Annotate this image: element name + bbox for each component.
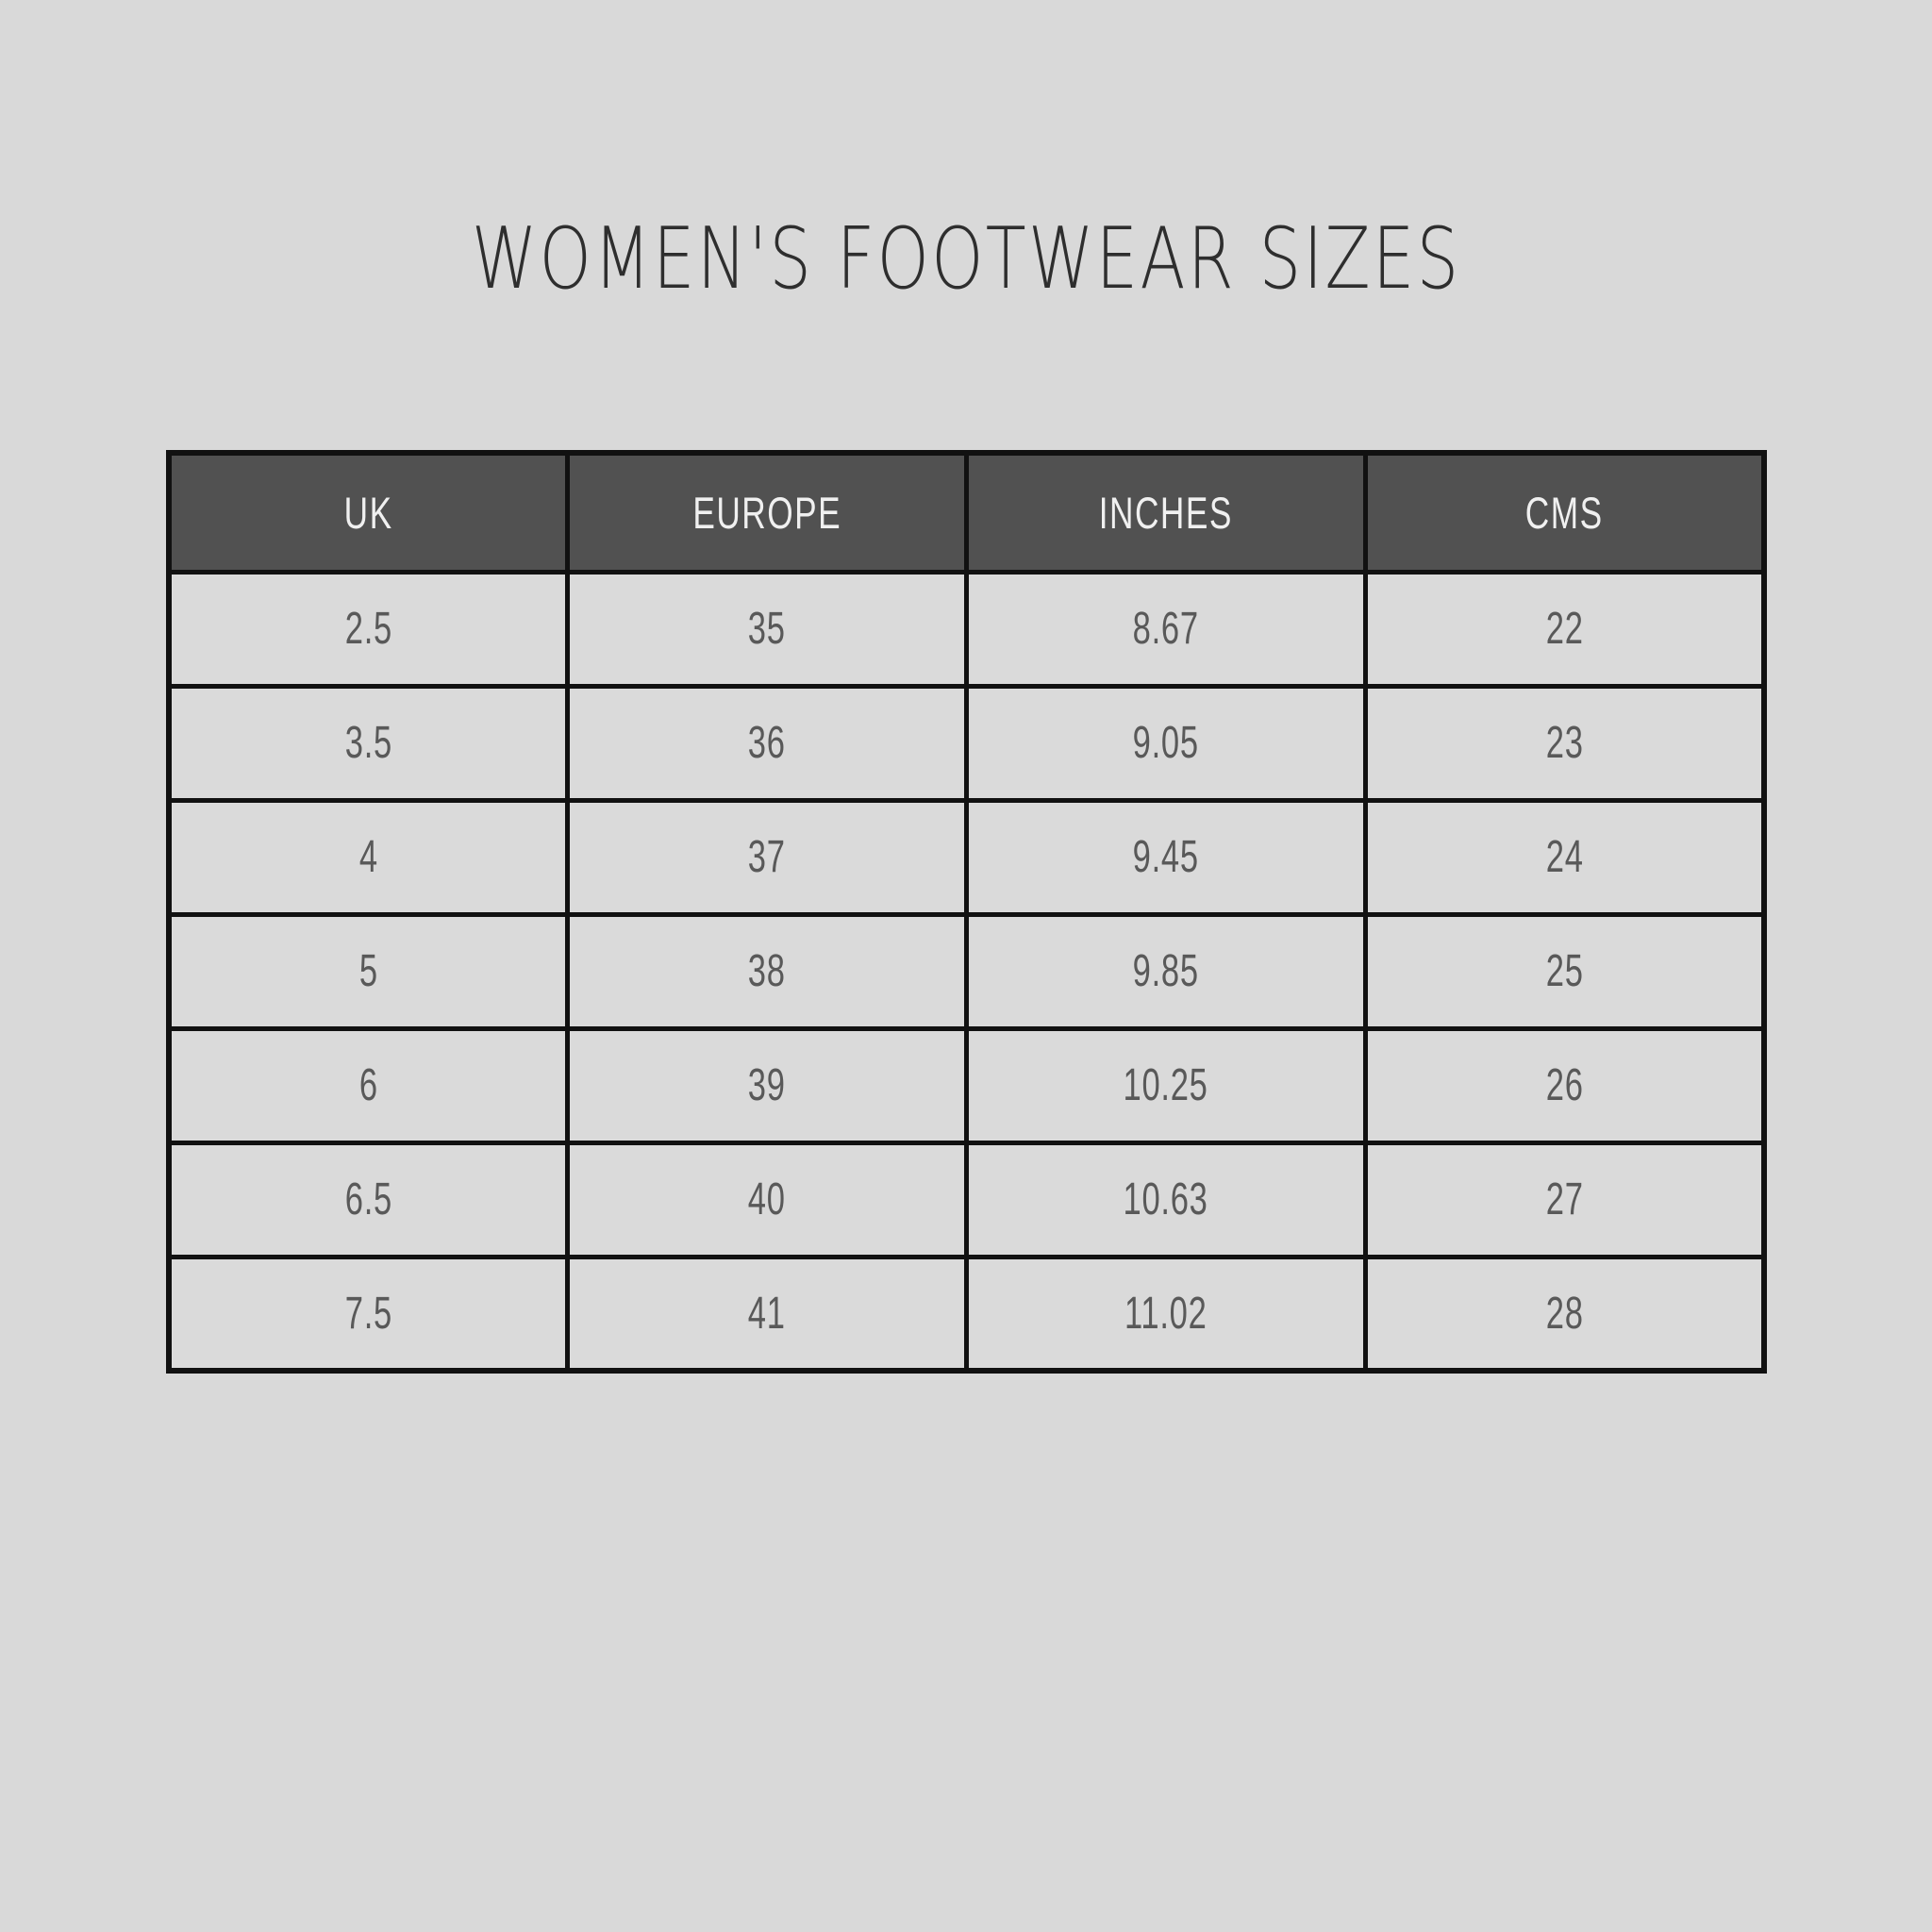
table-cell <box>1365 1142 1764 1257</box>
table-cell <box>169 686 568 800</box>
size-table-body <box>169 572 1764 1371</box>
table-cell <box>169 1028 568 1142</box>
table-cell <box>967 686 1366 800</box>
table-cell <box>1365 572 1764 686</box>
page-title-text: WOMEN'S FOOTWEAR SIZES <box>471 209 1461 308</box>
cell-value: 24 <box>1545 832 1584 882</box>
cell-value: 8.67 <box>1132 604 1199 654</box>
cell-value: 36 <box>748 718 787 768</box>
table-cell <box>1365 686 1764 800</box>
table-cell <box>967 1142 1366 1257</box>
column-header <box>1365 453 1764 572</box>
column-header-label: INCHES <box>1098 487 1233 538</box>
cell-value: 9.85 <box>1132 946 1199 996</box>
table-header-row <box>169 453 1764 572</box>
table-cell <box>568 1142 967 1257</box>
table-row <box>169 1257 1764 1371</box>
cell-value: 7.5 <box>344 1288 392 1339</box>
cell-value: 26 <box>1545 1060 1584 1110</box>
cell-value: 6 <box>358 1060 378 1110</box>
cell-value: 10.25 <box>1123 1060 1208 1110</box>
table-cell <box>169 914 568 1028</box>
table-row <box>169 572 1764 686</box>
cell-value: 3.5 <box>344 718 392 768</box>
table-cell <box>169 572 568 686</box>
column-header <box>169 453 568 572</box>
table-cell <box>568 572 967 686</box>
column-header-label: EUROPE <box>692 487 842 538</box>
cell-value: 28 <box>1545 1288 1584 1339</box>
cell-value: 35 <box>748 604 787 654</box>
column-header <box>967 453 1366 572</box>
cell-value: 5 <box>358 946 378 996</box>
column-header-label: UK <box>343 487 393 538</box>
cell-value: 27 <box>1545 1174 1584 1224</box>
table-cell <box>1365 1028 1764 1142</box>
cell-value: 6.5 <box>344 1174 392 1224</box>
table-cell <box>967 914 1366 1028</box>
cell-value: 37 <box>748 832 787 882</box>
table-cell <box>1365 1257 1764 1371</box>
cell-value: 9.05 <box>1132 718 1199 768</box>
table-cell <box>967 800 1366 914</box>
table-cell <box>1365 914 1764 1028</box>
table-cell <box>169 1142 568 1257</box>
cell-value: 22 <box>1545 604 1584 654</box>
table-row <box>169 1142 1764 1257</box>
table-row <box>169 800 1764 914</box>
cell-value: 39 <box>748 1060 787 1110</box>
page-title <box>0 209 1932 308</box>
table-row <box>169 686 1764 800</box>
column-header <box>568 453 967 572</box>
table-cell <box>568 1257 967 1371</box>
cell-value: 4 <box>358 832 378 882</box>
table-row <box>169 914 1764 1028</box>
cell-value: 23 <box>1545 718 1584 768</box>
cell-value: 38 <box>748 946 787 996</box>
size-conversion-table <box>166 450 1767 1374</box>
table-cell <box>967 1028 1366 1142</box>
cell-value: 2.5 <box>344 604 392 654</box>
column-header-label: CMS <box>1524 487 1604 538</box>
table-cell <box>568 800 967 914</box>
table-cell <box>568 914 967 1028</box>
cell-value: 10.63 <box>1123 1174 1208 1224</box>
table-cell <box>568 1028 967 1142</box>
cell-value: 11.02 <box>1124 1288 1208 1339</box>
table-cell <box>1365 800 1764 914</box>
table-cell <box>169 800 568 914</box>
cell-value: 41 <box>748 1288 787 1339</box>
cell-value: 25 <box>1545 946 1584 996</box>
table-row <box>169 1028 1764 1142</box>
table-cell <box>967 572 1366 686</box>
size-table-head <box>169 453 1764 572</box>
cell-value: 40 <box>748 1174 787 1224</box>
table-cell <box>568 686 967 800</box>
cell-value: 9.45 <box>1132 832 1199 882</box>
table-cell <box>169 1257 568 1371</box>
table-cell <box>967 1257 1366 1371</box>
